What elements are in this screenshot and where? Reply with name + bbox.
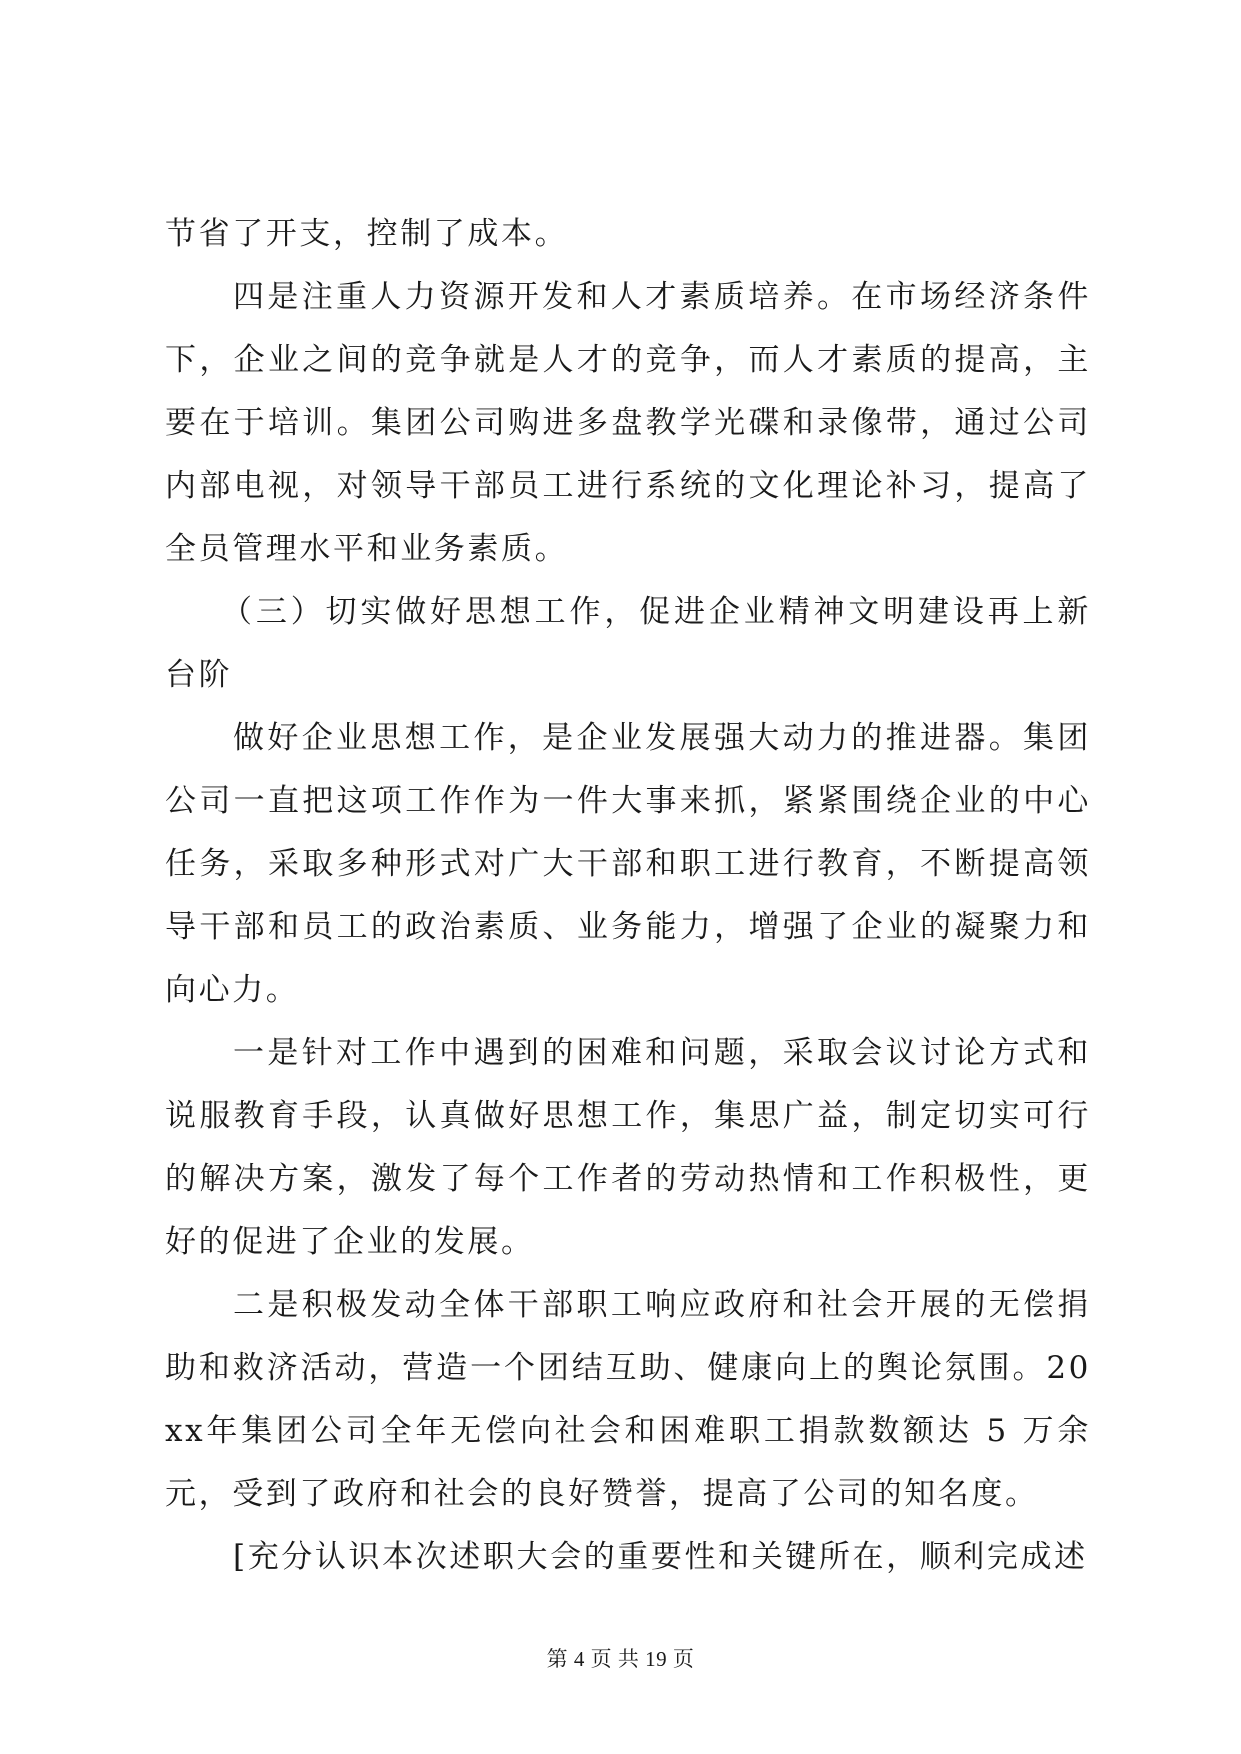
section-heading-ideological-work: （三）切实做好思想工作，促进企业精神文明建设再上新台阶 [165, 594, 1091, 693]
paragraph-continuation: 节省了开支，控制了成本。 [165, 216, 569, 252]
paragraph-bracket-note: [充分认识本次述职大会的重要性和关键所在，顺利完成述 [233, 1539, 1088, 1575]
paragraph-point-one: 一是针对工作中遇到的困难和问题，采取会议讨论方式和说服教育手段，认真做好思想工作，集思广益，制定切实可行的解决方案，激发了每个工作者的劳动热情和工作积极性，更好的促进了企业的发展。 [165, 1035, 1091, 1260]
paragraph-point-two: 二是积极发动全体干部职工响应政府和社会开展的无偿捐助和救济活动，营造一个团结互助、健康向上的舆论氛围。20xx年集团公司全年无偿向社会和困难职工捐款数额达 5 万余元，受到了政府和社会的良好赞誉，提高了公司的知名度。 [165, 1287, 1091, 1512]
document-body [165, 203, 1091, 1589]
paragraph-ideological-work: 做好企业思想工作，是企业发展强大动力的推进器。集团公司一直把这项工作作为一件大事来抓，紧紧围绕企业的中心任务，采取多种形式对广大干部和职工进行教育，不断提高领导干部和员工的政治素质、业务能力，增强了企业的凝聚力和向心力。 [165, 720, 1091, 1008]
page-number-footer: 第 4 页 共 19 页 [546, 1647, 695, 1671]
paragraph-talent-training: 四是注重人力资源开发和人才素质培养。在市场经济条件下，企业之间的竞争就是人才的竞争，而人才素质的提高，主要在于培训。集团公司购进多盘教学光碟和录像带，通过公司内部电视，对领导干部员工进行系统的文化理论补习，提高了全员管理水平和业务素质。 [165, 279, 1091, 567]
